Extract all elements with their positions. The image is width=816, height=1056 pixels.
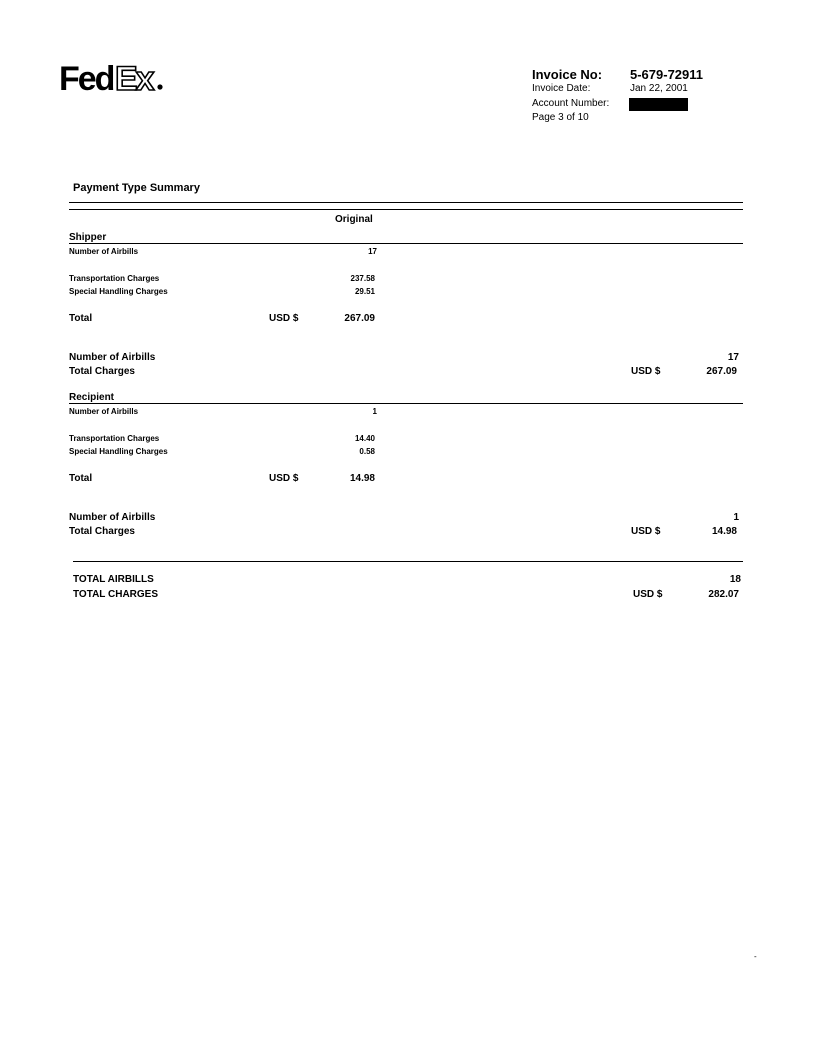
recipient-total-currency: USD $ xyxy=(269,473,299,484)
recipient-total-label: Total xyxy=(69,473,93,484)
invoice-date-value: Jan 22, 2001 xyxy=(630,83,688,94)
shipper-title: Shipper xyxy=(69,232,107,243)
shipper-special-label: Special Handling Charges xyxy=(69,287,168,296)
footer-mark: - xyxy=(754,952,757,961)
shipper-total-currency: USD $ xyxy=(269,313,299,324)
account-number-redacted xyxy=(629,98,688,111)
invoice-no-value: 5-679-72911 xyxy=(630,67,704,82)
fedex-logo xyxy=(59,60,165,96)
shipper-transport-value: 237.58 xyxy=(350,274,375,283)
shipper-sum-charges: 267.09 xyxy=(706,366,737,377)
recipient-sum-charges: 14.98 xyxy=(711,526,737,537)
shipper-special-value: 29.51 xyxy=(354,287,375,296)
recipient-total-value: 14.98 xyxy=(349,473,375,484)
recipient-special-label: Special Handling Charges xyxy=(69,447,168,456)
recipient-transport-label: Transportation Charges xyxy=(69,434,160,443)
divider xyxy=(69,209,743,210)
column-header-original: Original xyxy=(335,214,373,225)
section-title: Payment Type Summary xyxy=(73,182,200,194)
recipient-num-airbills-label: Number of Airbills xyxy=(69,407,139,416)
shipper-sum-airbills-label: Number of Airbills xyxy=(69,352,156,363)
recipient-sum-charges-label: Total Charges xyxy=(69,526,135,537)
recipient-transport-value: 14.40 xyxy=(354,434,375,443)
total-airbills-value: 18 xyxy=(729,574,741,585)
shipper-total-label: Total xyxy=(69,313,93,324)
shipper-sum-charges-label: Total Charges xyxy=(69,366,135,377)
svg-text:Ex: Ex xyxy=(115,60,153,96)
divider xyxy=(69,202,743,203)
shipper-transport-label: Transportation Charges xyxy=(69,274,160,283)
account-number-label: Account Number: xyxy=(532,98,610,109)
divider xyxy=(69,243,743,244)
total-charges-currency: USD $ xyxy=(633,589,663,600)
recipient-sum-currency: USD $ xyxy=(631,526,661,537)
recipient-num-airbills: 1 xyxy=(372,407,377,416)
total-charges-label: TOTAL CHARGES xyxy=(73,589,159,600)
divider xyxy=(73,561,743,562)
shipper-sum-currency: USD $ xyxy=(631,366,661,377)
recipient-special-value: 0.58 xyxy=(359,447,375,456)
invoice-no-label: Invoice No: xyxy=(532,67,603,82)
recipient-sum-airbills-label: Number of Airbills xyxy=(69,512,156,523)
shipper-num-airbills: 17 xyxy=(368,247,377,256)
invoice-date-label: Invoice Date: xyxy=(532,83,591,94)
recipient-title: Recipient xyxy=(69,392,115,403)
shipper-sum-airbills: 17 xyxy=(727,352,739,363)
total-airbills-label: TOTAL AIRBILLS xyxy=(73,574,154,585)
divider xyxy=(69,403,743,404)
svg-text:Fed: Fed xyxy=(59,60,114,96)
recipient-sum-airbills: 1 xyxy=(733,512,739,523)
shipper-num-airbills-label: Number of Airbills xyxy=(69,247,139,256)
page-indicator: Page 3 of 10 xyxy=(532,112,589,123)
total-charges-value: 282.07 xyxy=(708,589,739,600)
shipper-total-value: 267.09 xyxy=(344,313,375,324)
